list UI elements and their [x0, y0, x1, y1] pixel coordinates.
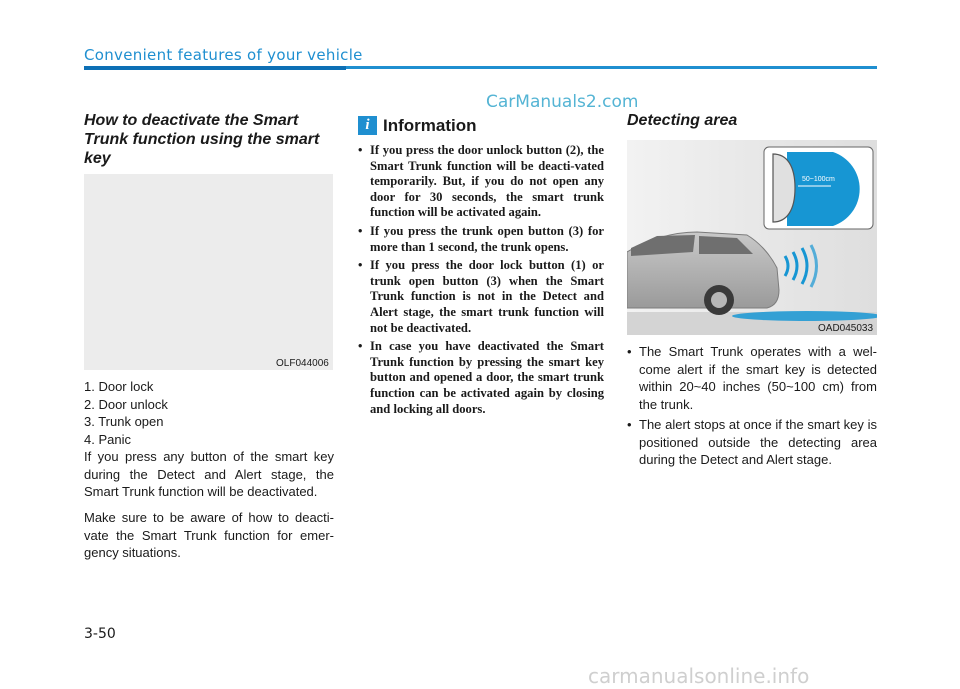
button-item: 4. Panic	[84, 431, 131, 447]
detecting-list	[627, 343, 877, 472]
detecting-item	[627, 343, 877, 413]
info-icon: i	[358, 116, 377, 135]
info-item-text: In case you have deactivated the Smart Trunk function by pressing the smart key button and opened a door, the smart trunk function can be activated again by closing and locking all doors.	[370, 339, 604, 416]
smart-key-image	[84, 174, 333, 370]
info-item-text: If you press the door unlock button (2), the Smart Trunk function will be deacti-vated temporarily. But, if you do not open any door for 30 seconds, the smart trunk function will be activated again.	[370, 143, 604, 220]
button-item: 3. Trunk open	[84, 414, 164, 429]
bullet-icon: •	[358, 143, 363, 157]
bullet-icon: •	[358, 258, 363, 273]
info-item	[358, 258, 604, 336]
button-item: 1. Door lock	[84, 379, 154, 394]
right-image-code: OAD045033	[818, 323, 874, 334]
car-illustration	[627, 140, 877, 335]
distance-label: 50~100cm	[802, 176, 835, 183]
left-image-code: OLF044006	[276, 358, 329, 369]
info-item	[358, 224, 604, 255]
detecting-item-text: The Smart Trunk operates with a wel-come alert if the smart key is detected within 20~40 inches (50~100 cm) from the trunk.	[639, 344, 877, 412]
watermark-bottom: carmanualsonline.info	[588, 664, 810, 688]
bullet-icon: •	[627, 417, 632, 432]
button-item: 2. Door unlock	[84, 396, 168, 412]
header-rule-accent	[84, 66, 346, 70]
detecting-area-image	[627, 140, 877, 335]
info-list	[358, 143, 604, 420]
info-item-text: If you press the door lock button (1) or trunk open button (3) when the Smart Trunk function is not in the Detect and Alert stage, the smart trunk function will not be deactivated.	[370, 258, 604, 335]
page-number: 3-50	[84, 626, 116, 642]
info-item-text: If you press the trunk open button (3) for more than 1 second, the trunk opens.	[370, 223, 604, 254]
detecting-item-text: The alert stops at once if the smart key is positioned outside the detecting area during the Detect and Alert stage.	[639, 417, 877, 467]
info-title: Information	[383, 116, 477, 135]
section-title: Convenient features of your vehicle	[84, 46, 363, 64]
left-paragraph-2: Make sure to be aware of how to deacti-vate the Smart Trunk function for emer-gency situations.	[84, 510, 334, 560]
watermark-top: CarManuals2.com	[486, 92, 639, 112]
bullet-icon: •	[358, 223, 363, 238]
bullet-icon: •	[358, 339, 363, 354]
left-paragraph-1: If you press any button of the smart key during the Detect and Alert stage, the Smart Trunk function will be deactivated.	[84, 449, 334, 499]
button-list	[84, 378, 334, 448]
info-item	[358, 339, 604, 417]
bullet-icon: •	[627, 344, 632, 359]
left-heading: How to deactivate the Smart Trunk function using the smart key	[84, 112, 320, 167]
right-heading: Detecting area	[627, 112, 738, 129]
info-item	[358, 143, 604, 221]
detecting-item	[627, 416, 877, 469]
